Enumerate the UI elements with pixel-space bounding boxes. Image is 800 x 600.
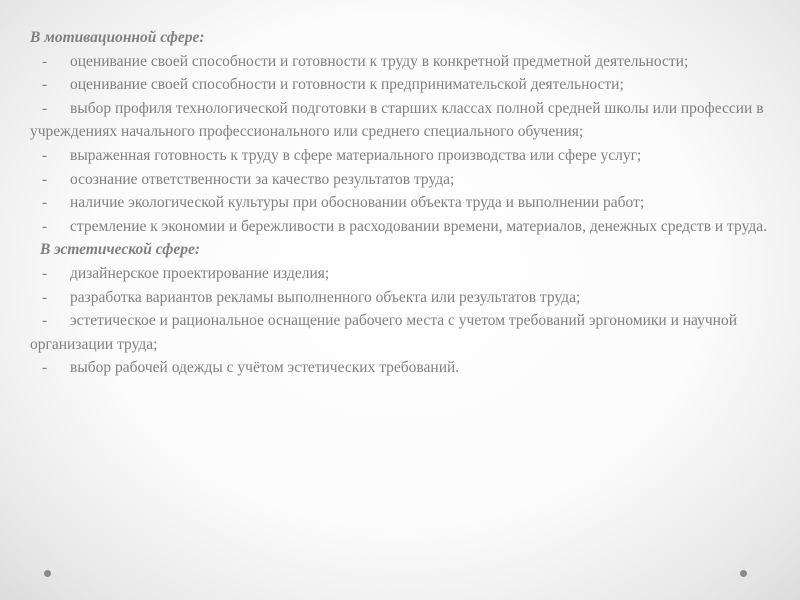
bullet-dash: -: [42, 288, 48, 306]
bullet-dash: -: [42, 194, 48, 212]
list-item-text: осознание ответственности за качество результатов труда;: [70, 170, 455, 188]
decorative-dot-left-icon: [44, 570, 51, 577]
list-item-text: наличие экологической культуры при обосновании объекта труда и выполнении работ;: [70, 194, 645, 212]
list-item-text: стремление к экономии и бережливости в расходовании времени, материалов, денежных средств и труда.: [70, 217, 767, 235]
list-item: [30, 144, 775, 168]
bullet-dash: -: [42, 359, 48, 377]
bullet-dash: -: [42, 312, 48, 330]
list-item: [30, 262, 775, 286]
list-item: [30, 73, 775, 97]
bullet-dash: -: [42, 52, 48, 70]
slide-content: [30, 26, 775, 380]
bullet-dash: -: [42, 146, 48, 164]
section-title-motivational: В мотивационной сфере:: [30, 29, 205, 46]
list-item-text: выбор рабочей одежды с учётом эстетических требований.: [70, 359, 460, 377]
list-item-text: выбор профиля технологической подготовки в старших классах полной средней школы или профессии в учреждениях начального профессионального или среднего специального обучения;: [30, 99, 764, 141]
bullet-dash: -: [42, 99, 48, 117]
decorative-dot-right-icon: [740, 570, 747, 577]
bullet-dash: -: [42, 76, 48, 94]
list-item: [30, 191, 775, 215]
list-item-text: эстетическое и рациональное оснащение рабочего места с учетом требований эргономики и научной организации труда;: [30, 312, 738, 353]
list-item: [30, 215, 775, 239]
list-item-text: разработка вариантов рекламы выполненного объекта или результатов труда;: [70, 288, 581, 306]
list-item: [30, 286, 775, 310]
section-title-aesthetic: В эстетической сфере:: [40, 241, 200, 259]
bullet-dash: -: [42, 264, 48, 282]
list-item: [30, 356, 775, 380]
list-item-text: дизайнерское проектирование изделия;: [70, 264, 330, 282]
list-item: [30, 50, 775, 74]
list-item-text: выраженная готовность к труду в сфере материального производства или сфере услуг;: [70, 146, 642, 164]
bullet-dash: -: [42, 217, 48, 235]
bullet-dash: -: [42, 170, 48, 188]
list-item: [30, 168, 775, 192]
list-item: [30, 309, 775, 356]
list-item-text: оценивание своей способности и готовности к труду в конкретной предметной деятельности;: [70, 52, 689, 70]
list-item: [30, 97, 775, 144]
list-item-text: оценивание своей способности и готовности к предпринимательской деятельности;: [70, 76, 624, 94]
